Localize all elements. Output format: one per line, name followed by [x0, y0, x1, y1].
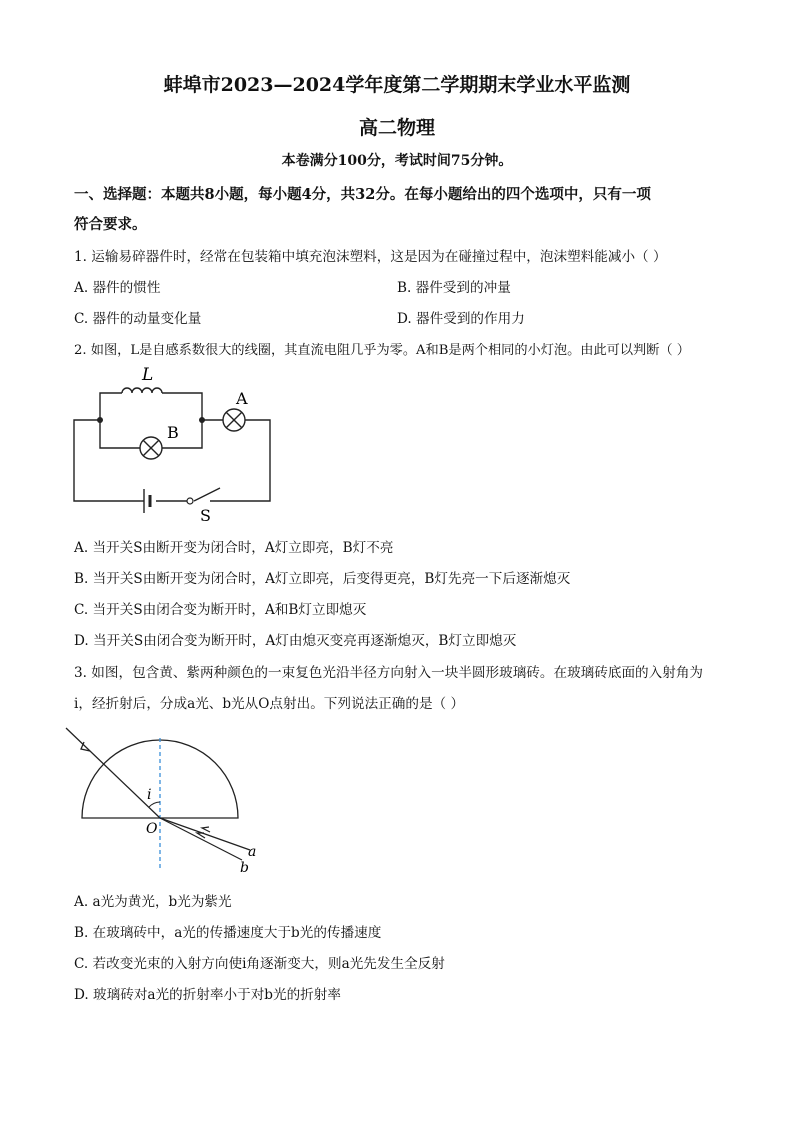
question-2-stem: 2. 如图，L是自感系数很大的线圈，其直流电阻几乎为零。A和B是两个相同的小灯泡。由此可以判断（ ） — [74, 343, 690, 358]
switch-label: S — [200, 506, 211, 525]
question-2-option-b: B. 当开关S由断开变为闭合时，A灯立即亮，后变得更亮，B灯先亮一下后逐渐熄灭 — [74, 571, 571, 587]
junction-dot-right — [199, 417, 205, 423]
ray-a-label: a — [248, 844, 257, 860]
lamp-a-icon — [223, 409, 245, 431]
ray-b-label: b — [240, 860, 249, 876]
ray-b — [160, 818, 242, 860]
origin-label: O — [146, 821, 158, 837]
question-3-option-a: A. a光为黄光，b光为紫光 — [74, 894, 232, 910]
switch-contact — [187, 498, 193, 504]
question-1-stem: 1. 运输易碎器件时，经常在包装箱中填充泡沫塑料，这是因为在碰撞过程中，泡沫塑料能减小（ ） — [74, 249, 667, 265]
lamp-b-label: B — [167, 423, 179, 442]
exam-note: 本卷满分100分，考试时间75分钟。 — [281, 153, 513, 169]
inductor-coil — [122, 388, 162, 393]
circuit-diagram — [60, 358, 290, 528]
lamp-b-icon — [140, 437, 162, 459]
ray-a — [160, 818, 250, 850]
refraction-diagram — [60, 720, 270, 880]
ray-a-arrow-icon — [202, 827, 210, 832]
section-heading-line1: 一、选择题：本题共8小题，每小题4分，共32分。在每小题给出的四个选项中，只有一项 — [74, 186, 651, 203]
question-2-option-c: C. 当开关S由闭合变为断开时，A和B灯立即熄灭 — [74, 602, 367, 618]
question-1-option-d: D. 器件受到的作用力 — [397, 311, 525, 327]
semicircle-glass — [82, 740, 238, 818]
junction-dot-left — [97, 417, 103, 423]
battery-icon — [144, 489, 150, 513]
question-3-option-d: D. 玻璃砖对a光的折射率小于对b光的折射率 — [74, 987, 341, 1003]
inductor-label: L — [142, 365, 154, 385]
question-1-option-b: B. 器件受到的冲量 — [397, 280, 511, 296]
section-heading-line2: 符合要求。 — [74, 216, 147, 233]
question-3-stem-line2: i，经折射后，分成a光、b光从O点射出。下列说法正确的是（ ） — [74, 696, 465, 712]
question-2-option-a: A. 当开关S由断开变为闭合时，A灯立即亮，B灯不亮 — [74, 540, 394, 556]
subject-title: 高二物理 — [358, 117, 435, 139]
angle-label: i — [147, 787, 152, 803]
question-1-option-a: A. 器件的惯性 — [74, 280, 161, 296]
question-3-option-b: B. 在玻璃砖中，a光的传播速度大于b光的传播速度 — [74, 925, 382, 941]
question-2-option-d: D. 当开关S由闭合变为断开时，A灯由熄灭变亮再逐渐熄灭，B灯立即熄灭 — [74, 633, 517, 649]
question-3-stem-line1: 3. 如图，包含黄、紫两种颜色的一束复色光沿半径方向射入一块半圆形玻璃砖。在玻璃砖底面的入射角为 — [74, 665, 704, 681]
exam-title: 蚌埠市2023—2024学年度第二学期期末学业水平监测 — [163, 74, 631, 96]
question-1-option-c: C. 器件的动量变化量 — [74, 311, 202, 327]
lamp-a-label: A — [236, 389, 248, 408]
question-3-option-c: C. 若改变光束的入射方向使i角逐渐变大，则a光先发生全反射 — [74, 956, 445, 972]
